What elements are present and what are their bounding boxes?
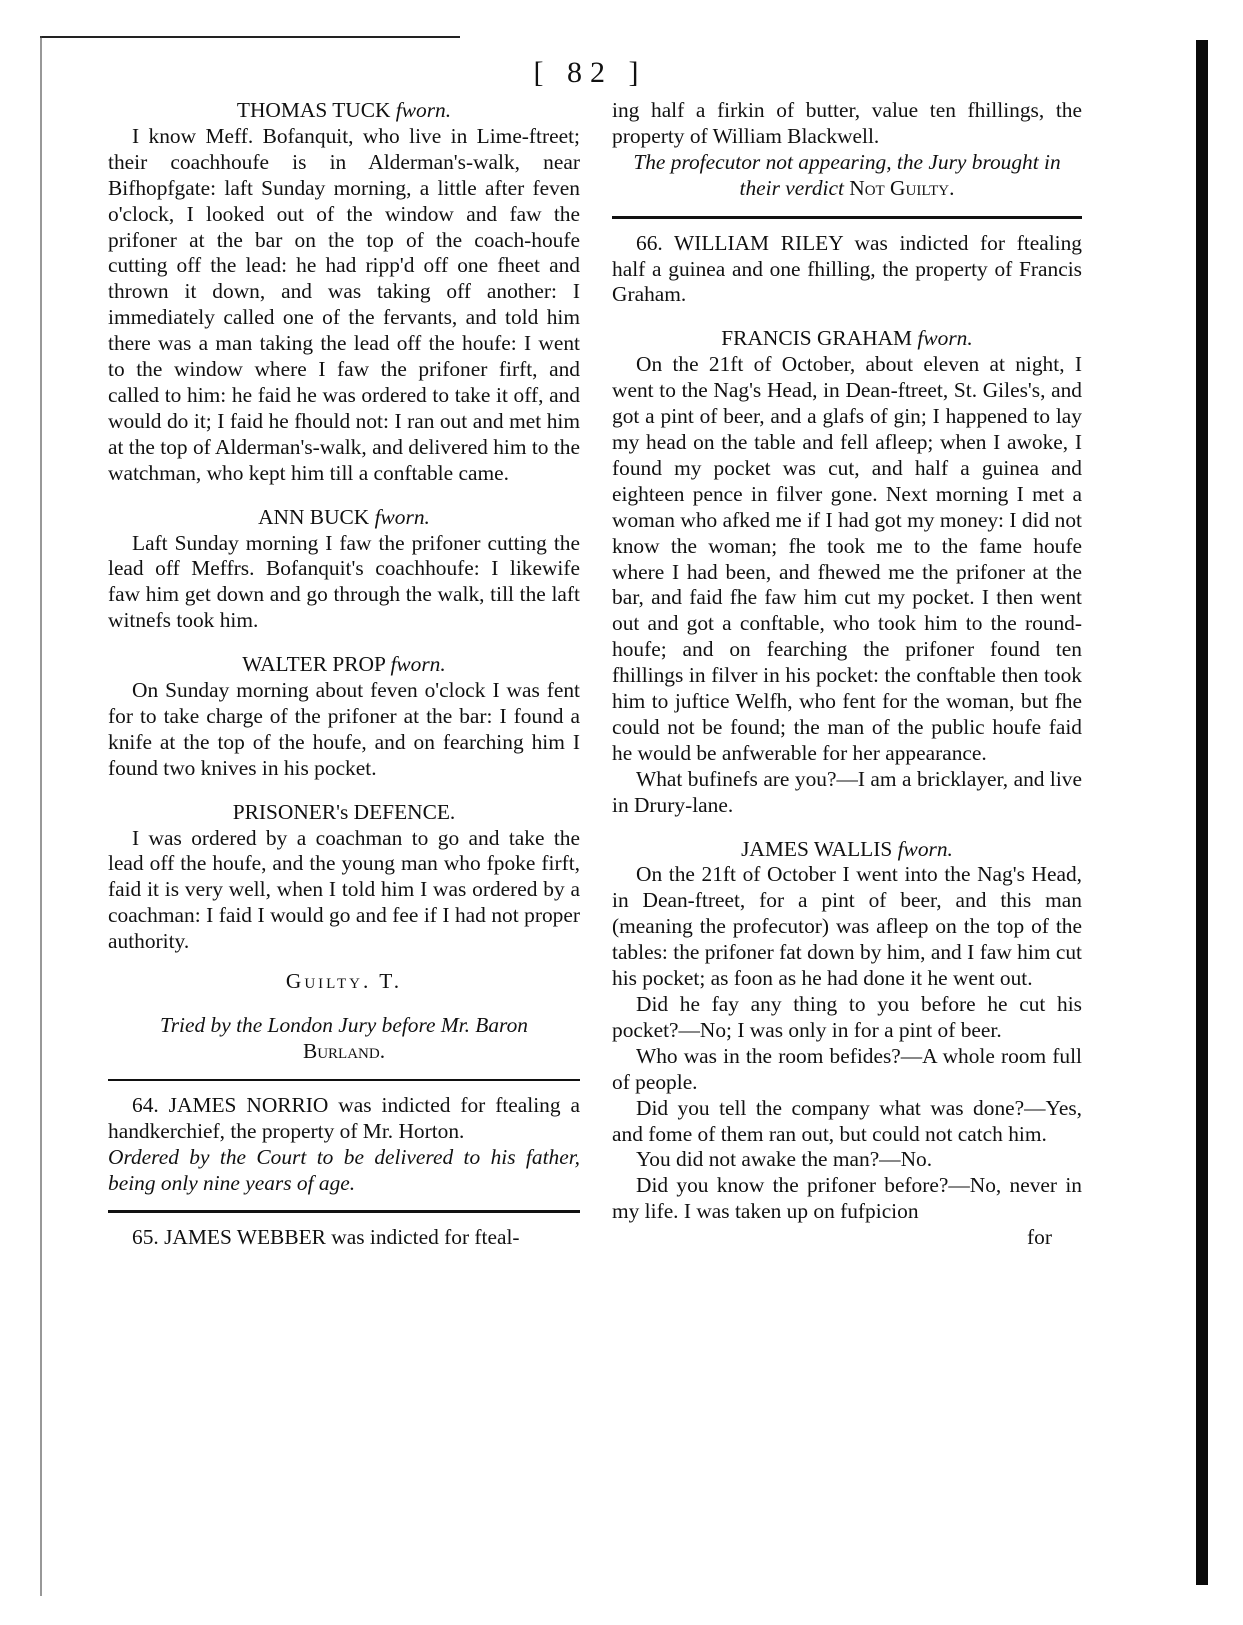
witness-name: FRANCIS GRAHAM — [721, 326, 913, 351]
section-divider — [108, 1079, 580, 1081]
defence-text: I was ordered by a coachman to go and take the lead off the houfe, and the young man who fpoke firft, faid it is very well, when I told him I was ordered by a coachman: I faid I would go and fee if I had not proper authority. — [108, 825, 580, 954]
sworn-label: fworn. — [897, 836, 953, 861]
scan-spine-shadow — [1196, 40, 1208, 1585]
witness-name: ANN BUCK — [258, 504, 370, 529]
witness-name: THOMAS TUCK — [236, 98, 391, 122]
question-wallis-5: Did you know the prifoner before?—No, never in my life. I was taken up on fufpicion — [612, 1173, 1082, 1224]
witness-name: JAMES WALLIS — [741, 836, 893, 861]
testimony-wallis: On the 21ft of October I went into the Nag's Head, in Dean-ftreet, for a pint of beer, and this man (meaning the profecutor) was afleep on the top of the tables: the prifoner fat down by him, and I faw him cut his pocket; as foon as he had done it he went out. — [612, 862, 1082, 991]
case-64-order: Ordered by the Court to be delivered to his father, being only nine years of age. — [108, 1144, 580, 1195]
case-64-indictment: 64. JAMES NORRIO was indicted for ftealing a handkerchief, the property of Mr. Horton. — [108, 1092, 580, 1143]
question-wallis-2: Who was in the room befides?—A whole room full of people. — [612, 1043, 1082, 1094]
witness-heading-buck — [108, 505, 580, 531]
prosecutor-note: The profecutor not appearing, the Jury brought in their verdict Not Guilty. — [633, 149, 1061, 200]
question-wallis-3: Did you tell the company what was done?—Yes, and fome of them ran out, but could not catch him. — [612, 1095, 1082, 1146]
witness-heading-graham — [612, 326, 1082, 352]
testimony-prop: On Sunday morning about feven o'clock I was fent for to take charge of the prifoner at the bar: I found a knife at the top of the houfe, and on fearching him I found two knives in his pocket. — [108, 678, 580, 780]
witness-name: WALTER PROP — [242, 652, 386, 677]
testimony-buck: Laft Sunday morning I faw the prifoner cutting the lead off Meffrs. Bofanquit's coachhoufe: I likewife faw him get down and go through the walk, till the laft witnefs took him. — [108, 530, 580, 633]
left-column — [108, 98, 580, 1251]
case-65-verdict: Not Guilty. — [849, 175, 955, 200]
right-column — [612, 98, 1082, 1251]
scan-border-left — [40, 36, 42, 1596]
sworn-label: fworn. — [374, 504, 430, 529]
case-65-continued: ing half a firkin of butter, value ten fhillings, the property of William Blackwell. — [612, 98, 1082, 148]
defence-heading: PRISONER's DEFENCE. — [232, 799, 456, 824]
sworn-label: fworn. — [917, 326, 973, 351]
case-65-start: 65. JAMES WEBBER was indicted for fteal- — [132, 1225, 520, 1250]
section-divider — [108, 1210, 580, 1213]
testimony-graham: On the 21ft of October, about eleven at night, I went to the Nag's Head, in Dean-ftreet, St. Giles's, and got a pint of beer, and a glafs of gin; I happened to lay my head on the table and fell afleep; when I awoke, I found my pocket was cut, and half a guinea and eighteen pence in filver gone. Next morning I met a woman who afked me if I had got my money: I did not know the woman; fhe took me to the fame houfe where I had been, and fhewed me the prifoner at the bar, and faid fhe faw him cut my pocket. I then went out and got a conftable, who took him to the round-houfe; and on fearching the prifoner found ten fhillings in filver in his pocket: the conftable then took him to juftice Welfh, who fent for the woman, but fhe could not be found; the man of the public houfe faid he would be anfwerable for her appearance. — [612, 352, 1082, 765]
question-wallis-1: Did he fay any thing to you before he cut his pocket?—No; I was only in for a pint of beer. — [612, 992, 1082, 1042]
judge-name: Burland. — [302, 1038, 386, 1063]
catchword: for — [1027, 1225, 1052, 1250]
scan-border-top — [40, 36, 460, 38]
sworn-label: fworn. — [390, 652, 446, 677]
page-number: [ 82 ] — [533, 56, 647, 89]
section-divider — [612, 216, 1082, 219]
sworn-label: fworn. — [395, 98, 452, 122]
witness-heading-tuck — [108, 98, 580, 124]
question-wallis-4: You did not awake the man?—No. — [636, 1147, 933, 1172]
case-66-indictment: 66. WILLIAM RILEY was indicted for ftealing half a guinea and one fhilling, the property of Francis Graham. — [612, 230, 1082, 307]
verdict: Guilty. T. — [285, 969, 403, 994]
witness-heading-wallis — [612, 837, 1082, 863]
question-graham-1: What bufinefs are you?—I am a bricklayer, and live in Drury-lane. — [612, 766, 1082, 817]
tried-by-line: Tried by the London Jury before Mr. Baron — [160, 1013, 528, 1037]
testimony-tuck: I know Meff. Bofanquit, who live in Lime-ftreet; their coachhoufe is in Alderman's-walk, near Bifhopfgate: laft Sunday morning, a little after feven o'clock, I looked out of the window and faw the prifoner at the bar on the top of the coach-houfe cutting off the lead: he had ripp'd off one fheet and thrown it down, and was taking off another: I immediately called one of the fervants, and told him there was a man taking the lead off the houfe: I went to the window where I faw the prifoner firft, and called to him: he faid he was ordered to take it off, and would do it; I faid he fhould not: I ran out and met him at the top of Alderman's-walk, and delivered him to the watchman, who kept him till a conftable came. — [108, 123, 580, 485]
witness-heading-prop — [108, 652, 580, 678]
